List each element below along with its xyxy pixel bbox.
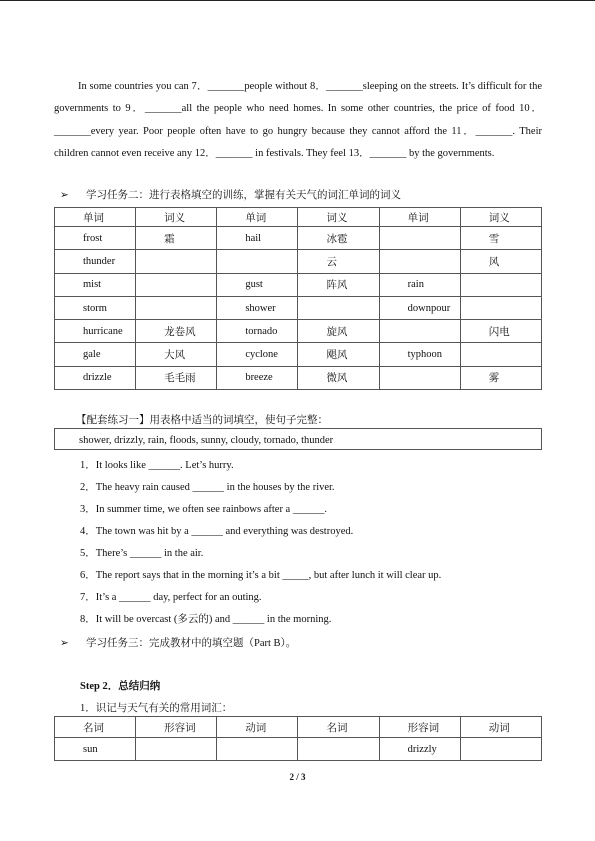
table-header-row	[55, 208, 542, 227]
exercise-item: 8．It will be overcast (多云的) and ______ in the morning.	[80, 614, 332, 625]
table-cell	[136, 296, 217, 319]
exercise-item: 7．It’s a ______ day, perfect for an outing.	[80, 592, 262, 603]
header-cell: 单词	[55, 208, 136, 227]
table-cell	[217, 738, 298, 761]
table-cell	[460, 738, 541, 761]
table-cell: 冰雹	[298, 227, 379, 250]
table-cell	[136, 250, 217, 273]
item-1: 1．识记与天气有关的常用词汇：	[80, 703, 233, 714]
table-cell: 龙卷风	[136, 320, 217, 343]
table-cell: storm	[55, 296, 136, 319]
header-cell: 单词	[217, 208, 298, 227]
header-cell: 词义	[460, 208, 541, 227]
step-2-heading: Step 2．总结归纳	[80, 681, 161, 692]
table-cell: 雾	[460, 366, 541, 389]
table-cell	[379, 320, 460, 343]
table-cell: hail	[217, 227, 298, 250]
exercise-item: 4．The town was hit by a ______ and everything was destroyed.	[80, 526, 354, 537]
header-cell: 形容词	[379, 717, 460, 738]
header-cell: 形容词	[136, 717, 217, 738]
vocab-table	[54, 207, 542, 390]
header-cell: 名词	[298, 717, 379, 738]
arrow-icon: ➢	[60, 190, 69, 201]
table-cell: 毛毛雨	[136, 366, 217, 389]
table-cell: gale	[55, 343, 136, 366]
exercise-1-title: 【配套练习一】用表格中适当的词填空，使句子完整：	[76, 415, 328, 426]
table-cell: hurricane	[55, 320, 136, 343]
passage-paragraph: In some countries you can 7．_______people without 8．_______sleeping on the streets. It’s difficult for the governments to 9．_______all the people who need homes. In some other countries, the price of food 10．_______every year. Poor people often have to go hungry because they cannot afford the 11．_______. Their children cannot even receive any 12．_______ in festivals. They feel 13．_______ by the governments.	[54, 81, 542, 159]
table-cell: 阵风	[298, 273, 379, 296]
table-cell: frost	[55, 227, 136, 250]
table-cell: typhoon	[379, 343, 460, 366]
task-2-text: 学习任务二：进行表格填空的训练，掌握有关天气的词汇单词的词义	[86, 190, 401, 201]
table-cell: 风	[460, 250, 541, 273]
header-cell: 单词	[379, 208, 460, 227]
table-cell: gust	[217, 273, 298, 296]
table-cell	[136, 738, 217, 761]
exercise-item: 3．In summer time, we often see rainbows after a ______.	[80, 504, 327, 515]
page-number: 2 / 3	[289, 772, 306, 782]
pos-table	[54, 716, 542, 761]
table-header-row	[55, 717, 542, 738]
table-row	[55, 366, 542, 389]
table-cell: 微风	[298, 366, 379, 389]
exercise-item: 1．It looks like ______. Let’s hurry.	[80, 460, 234, 471]
task-2	[60, 187, 401, 202]
table-row	[55, 227, 542, 250]
table-cell: 大风	[136, 343, 217, 366]
arrow-icon: ➢	[60, 638, 69, 649]
table-row	[55, 250, 542, 273]
table-cell: mist	[55, 273, 136, 296]
header-cell: 词义	[298, 208, 379, 227]
task-3-text: 学习任务三：完成教材中的填空题（Part B）。	[86, 638, 297, 649]
table-cell	[460, 273, 541, 296]
table-row	[55, 343, 542, 366]
word-bank: shower, drizzly, rain, floods, sunny, cloudy, tornado, thunder	[54, 428, 542, 450]
table-cell	[298, 296, 379, 319]
header-cell: 动词	[460, 717, 541, 738]
table-row	[55, 273, 542, 296]
table-cell: drizzly	[379, 738, 460, 761]
table-cell: tornado	[217, 320, 298, 343]
exercise-item: 2．The heavy rain caused ______ in the houses by the river.	[80, 482, 335, 493]
table-cell	[460, 296, 541, 319]
table-cell: shower	[217, 296, 298, 319]
table-row	[55, 320, 542, 343]
task-3	[60, 635, 296, 650]
table-cell: 旋风	[298, 320, 379, 343]
table-cell: downpour	[379, 296, 460, 319]
table-cell	[298, 738, 379, 761]
table-cell: 闪电	[460, 320, 541, 343]
header-cell: 名词	[55, 717, 136, 738]
header-cell: 词义	[136, 208, 217, 227]
table-cell: thunder	[55, 250, 136, 273]
table-cell	[379, 250, 460, 273]
table-cell: sun	[55, 738, 136, 761]
table-cell	[460, 343, 541, 366]
exercise-item: 6．The report says that in the morning it’s a bit _____, but after lunch it will clear up.	[80, 570, 442, 581]
table-cell: breeze	[217, 366, 298, 389]
table-cell	[217, 250, 298, 273]
header-cell: 动词	[217, 717, 298, 738]
table-row	[55, 296, 542, 319]
table-cell	[379, 366, 460, 389]
table-cell: 飓风	[298, 343, 379, 366]
table-cell	[136, 273, 217, 296]
top-rule	[0, 0, 595, 1]
table-cell	[379, 227, 460, 250]
table-cell: 霜	[136, 227, 217, 250]
exercise-list	[80, 455, 441, 631]
table-cell: cyclone	[217, 343, 298, 366]
table-cell: rain	[379, 273, 460, 296]
table-row	[55, 738, 542, 761]
table-cell: 云	[298, 250, 379, 273]
table-cell: drizzle	[55, 366, 136, 389]
exercise-item: 5．There’s ______ in the air.	[80, 548, 204, 559]
table-cell: 雪	[460, 227, 541, 250]
passage	[54, 76, 542, 165]
